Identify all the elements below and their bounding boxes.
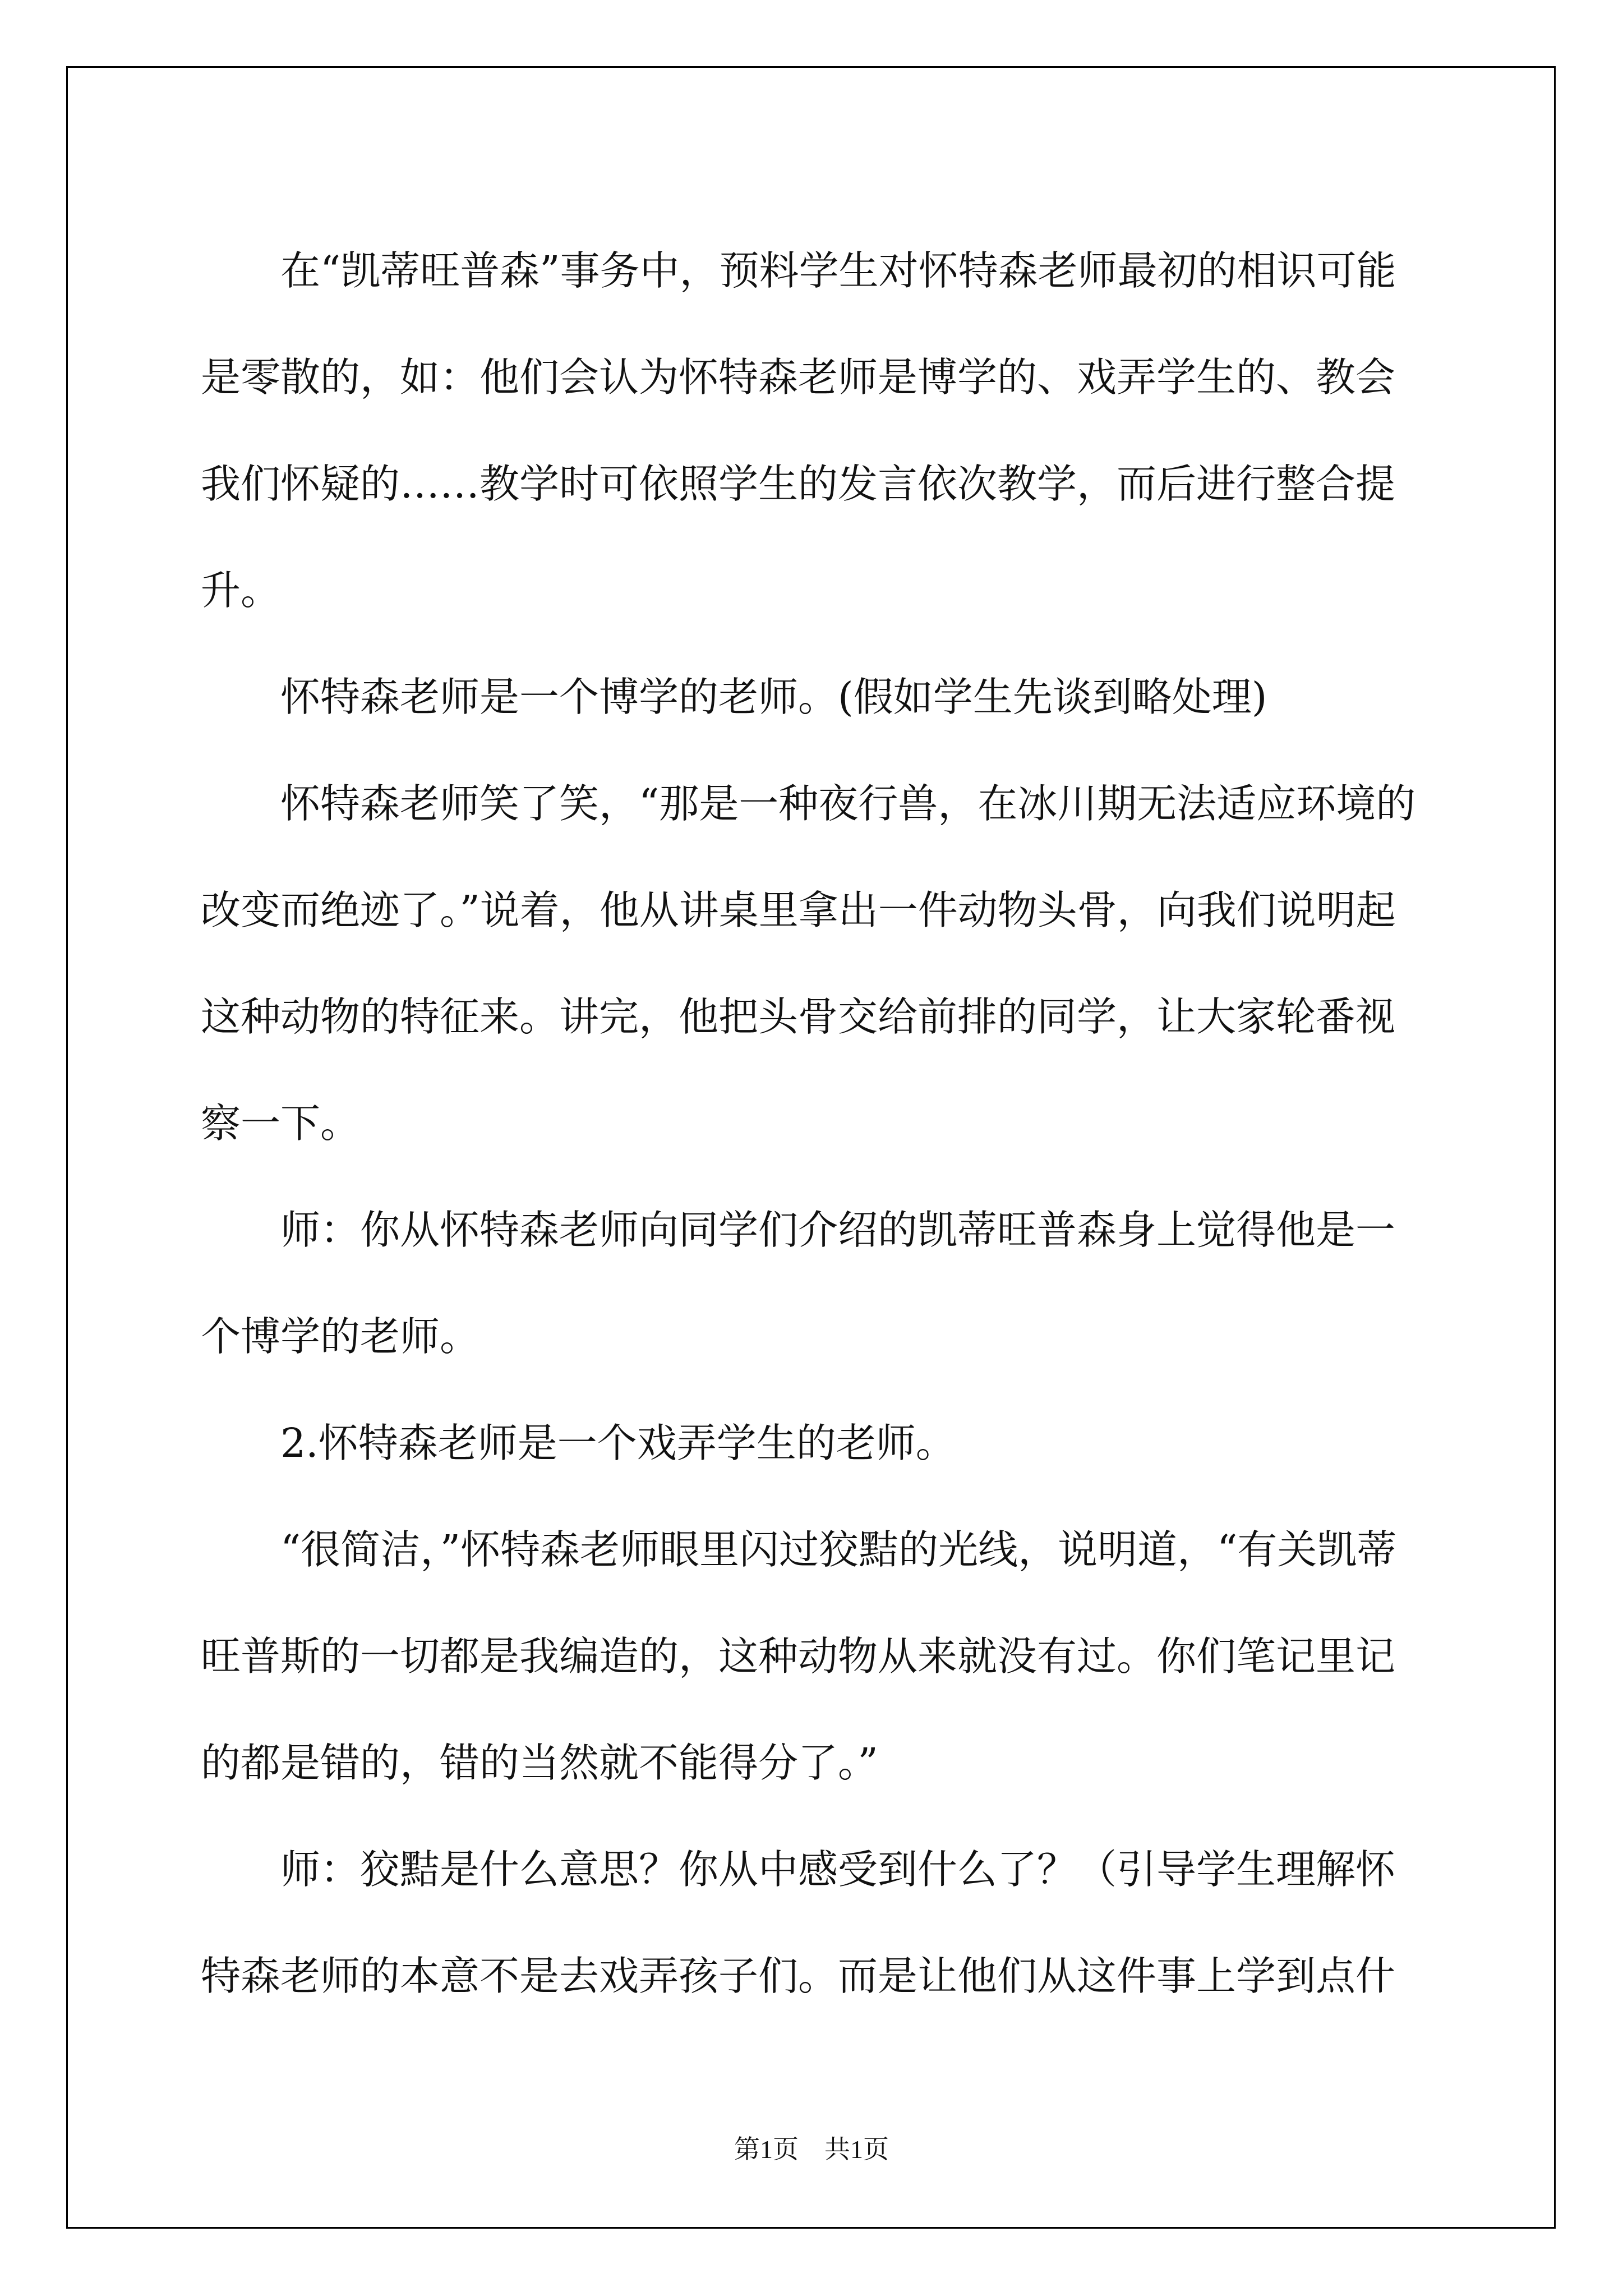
document-body — [201, 218, 1435, 2030]
paragraph: “很简洁，”怀特森老师眼里闪过狡黠的光线，说明道，“有关凯蒂旺普斯的一切都是我编造的，这种动物从来就没有过。你们笔记里记的都是错的，错的当然就不能得分了。” — [201, 1526, 1397, 1786]
paragraph: 在“凯蒂旺普森”事务中，预料学生对怀特森老师最初的相识可能是零散的，如：他们会认为怀特森老师是博学的、戏弄学生的、教会我们怀疑的……教学时可依照学生的发言依次教学，而后进行整合提升。 — [201, 247, 1396, 614]
paragraph: 师：你从怀特森老师向同学们介绍的凯蒂旺普森身上觉得他是一个博学的老师。 — [201, 1207, 1396, 1360]
paragraph: 2.怀特森老师是一个戏弄学生的老师。 — [280, 1420, 956, 1466]
page-number: 第1页 共1页 — [734, 2135, 889, 2164]
paragraph: 师：狡黠是什么意思？你从中感受到什么了？（引导学生理解怀特森老师的本意不是去戏弄孩子们。而是让他们从这件事上学到点什 — [201, 1846, 1396, 1999]
paragraph: 怀特森老师是一个博学的老师。(假如学生先谈到略处理) — [280, 674, 1267, 720]
paragraph: 怀特森老师笑了笑，“那是一种夜行兽，在冰川期无法适应环境的改变而绝迹了。”说着，他从讲桌里拿出一件动物头骨，向我们说明起这种动物的特征来。讲完，他把头骨交给前排的同学，让大家轮番视察一下。 — [201, 780, 1416, 1147]
